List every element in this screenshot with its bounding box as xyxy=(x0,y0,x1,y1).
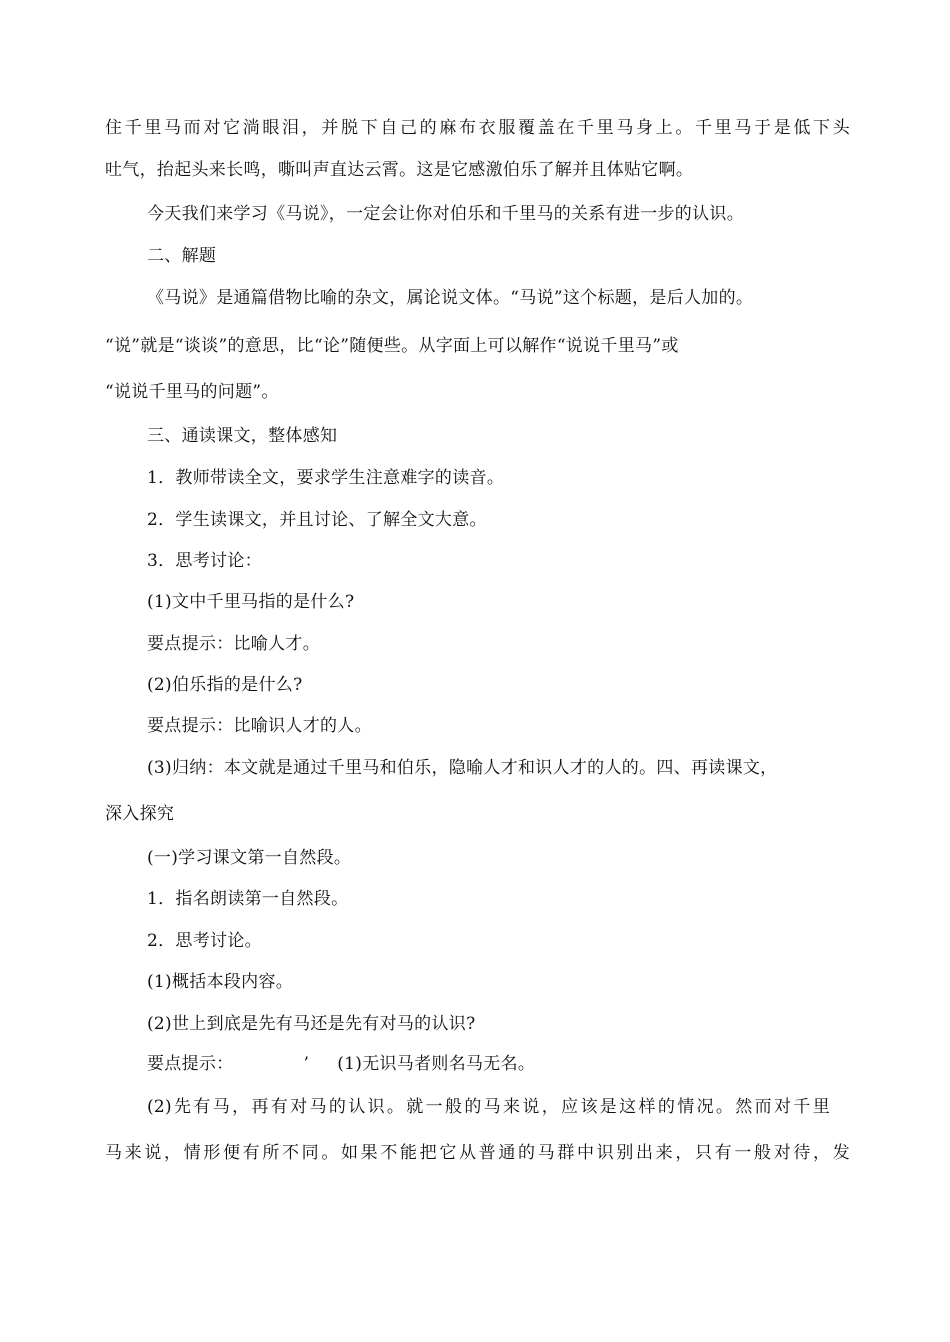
paragraph-line: (2)先有马，再有对马的认识。就一般的马来说，应该是这样的情况。然而对千里 xyxy=(147,1097,830,1117)
hint-text: (1)无识马者则名马无名。 xyxy=(337,1054,536,1074)
hint-label: 要点提示： xyxy=(147,1054,234,1074)
paragraph-line: 深入探究 xyxy=(105,804,175,824)
paragraph-line: 《马说》是通篇借物比喻的杂文，属论说文体。“马说”这个标题，是后人加的。 xyxy=(147,288,754,308)
paragraph-line: (3)归纳：本文就是通过千里马和伯乐，隐喻人才和识人才的人的。四、再读课文， xyxy=(147,758,778,778)
section-heading: 三、通读课文，整体感知 xyxy=(147,426,338,446)
paragraph-line: “说说千里马的问题”。 xyxy=(105,382,279,402)
paragraph-line: 今天我们来学习《马说》，一定会让你对伯乐和千里马的关系有进一步的认识。 xyxy=(147,204,744,224)
list-item: 1．指名朗读第一自然段。 xyxy=(147,889,349,909)
section-heading: 二、解题 xyxy=(147,246,217,266)
list-item: 2．学生读课文，并且讨论、了解全文大意。 xyxy=(147,510,487,530)
paragraph-line: 吐气，抬起头来长鸣，嘶叫声直达云霄。这是它感激伯乐了解并且体贴它啊。 xyxy=(105,160,694,180)
list-item: (一)学习课文第一自然段。 xyxy=(147,848,352,868)
paragraph-line: 马来说，情形便有所不同。如果不能把它从普通的马群中识别出来，只有一般对待，发 xyxy=(105,1143,850,1163)
list-item: 要点提示：比喻人才。 xyxy=(147,634,320,654)
list-item: (2)世上到底是先有马还是先有对马的认识? xyxy=(147,1014,476,1034)
list-item: 1．教师带读全文，要求学生注意难字的读音。 xyxy=(147,468,505,488)
apostrophe-mark: ’ xyxy=(303,1054,310,1074)
list-item: 3．思考讨论： xyxy=(147,551,262,571)
list-item: 2．思考讨论。 xyxy=(147,931,262,951)
list-item: (1)文中千里马指的是什么? xyxy=(147,592,355,612)
list-item xyxy=(147,1052,892,1076)
paragraph-line: “说”就是“谈谈”的意思，比“论”随便些。从字面上可以解作“说说千里马”或 xyxy=(105,336,679,356)
paragraph-line: 住千里马而对它淌眼泪，并脱下自己的麻布衣服覆盖在千里马身上。千里马于是低下头 xyxy=(105,118,850,138)
list-item: (2)伯乐指的是什么? xyxy=(147,675,303,695)
list-item: (1)概括本段内容。 xyxy=(147,972,294,992)
list-item: 要点提示：比喻识人才的人。 xyxy=(147,716,372,736)
